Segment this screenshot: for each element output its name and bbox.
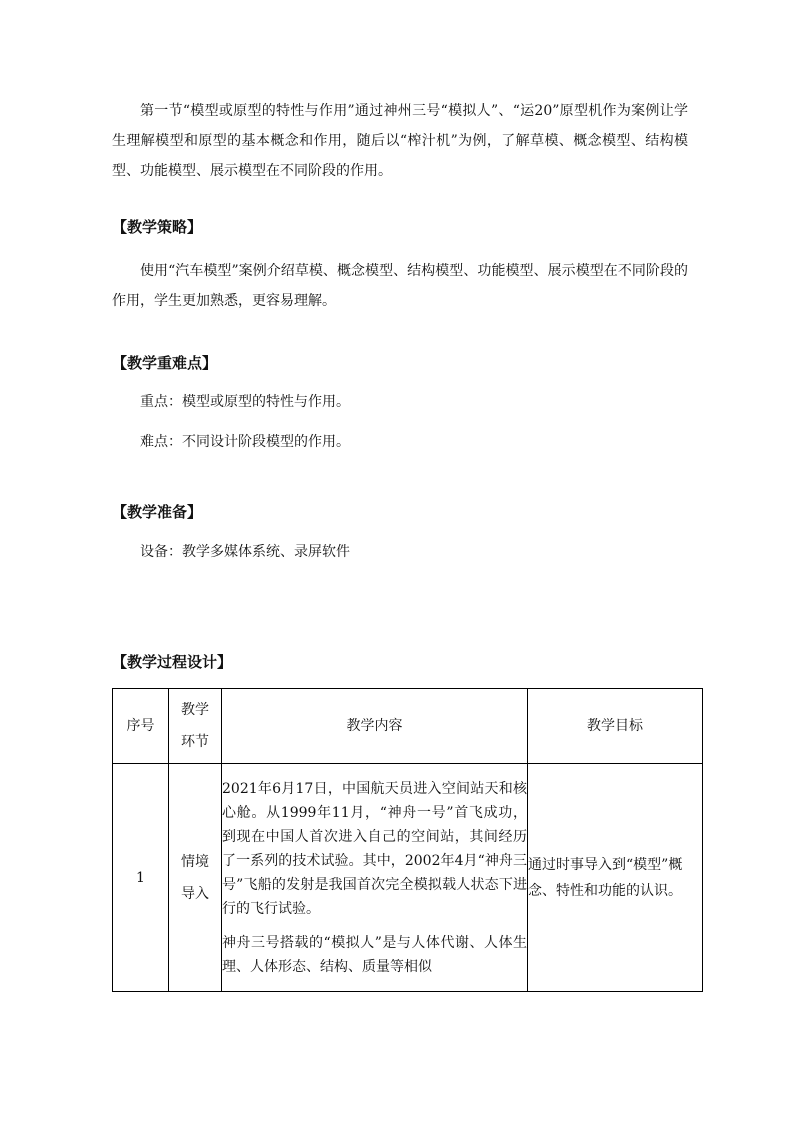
header-goal: 教学目标 [528,689,703,764]
row-no: 1 [113,764,169,992]
strategy-heading: 【教学策略】 [112,218,203,236]
focus-line: 重点：模型或原型的特性与作用。 [140,394,350,410]
header-step-line2: 环节 [181,734,209,750]
preparation-heading: 【教学准备】 [112,503,203,521]
row-goal [528,764,703,992]
row-content-paragraph-1: 2021年6月17日，中国航天员进入空间站天和核心舱。从1999年11月，“神舟一号”首飞成功，到现在中国人首次进入自己的空间站，其间经历了一系列的技术试验。其中，2002年4月“神舟三号”飞船的发射是我国首次完全模拟载人状态下进行的飞行试验。 [222,780,527,917]
intro-paragraph: 第一节“模型或原型的特性与作用”通过神州三号“模拟人”、“运20”原型机作为案例让学生理解模型和原型的基本概念和作用，随后以“榨汁机”为例，了解草模、概念模型、结构模型、功能模型、展示模型在不同阶段的作用。 [112,103,688,179]
row-goal-text: 通过时事导入到“模型”概念、特性和功能的认识。 [528,856,683,899]
header-no: 序号 [113,689,169,764]
row-step-line1: 情境 [181,853,209,870]
difficulty-line: 难点：不同设计阶段模型的作用。 [140,434,350,450]
header-content: 教学内容 [222,689,528,764]
table-header-row [113,689,703,764]
row-content-paragraph-2: 神舟三号搭载的“模拟人”是与人体代谢、人体生理、人体形态、结构、质量等相似 [222,934,527,975]
strategy-paragraph: 使用“汽车模型”案例介绍草模、概念模型、结构模型、功能模型、展示模型在不同阶段的作用，学生更加熟悉，更容易理解。 [112,263,688,309]
process-table [112,688,703,992]
key-points-heading: 【教学重难点】 [112,354,218,372]
equipment-line: 设备：教学多媒体系统、录屏软件 [140,544,350,560]
row-step-line2: 导入 [181,885,209,902]
header-step [169,689,222,764]
row-step [169,764,222,992]
process-heading: 【教学过程设计】 [112,653,233,671]
row-content [222,764,528,992]
table-row [113,764,703,992]
header-step-line1: 教学 [181,702,209,718]
